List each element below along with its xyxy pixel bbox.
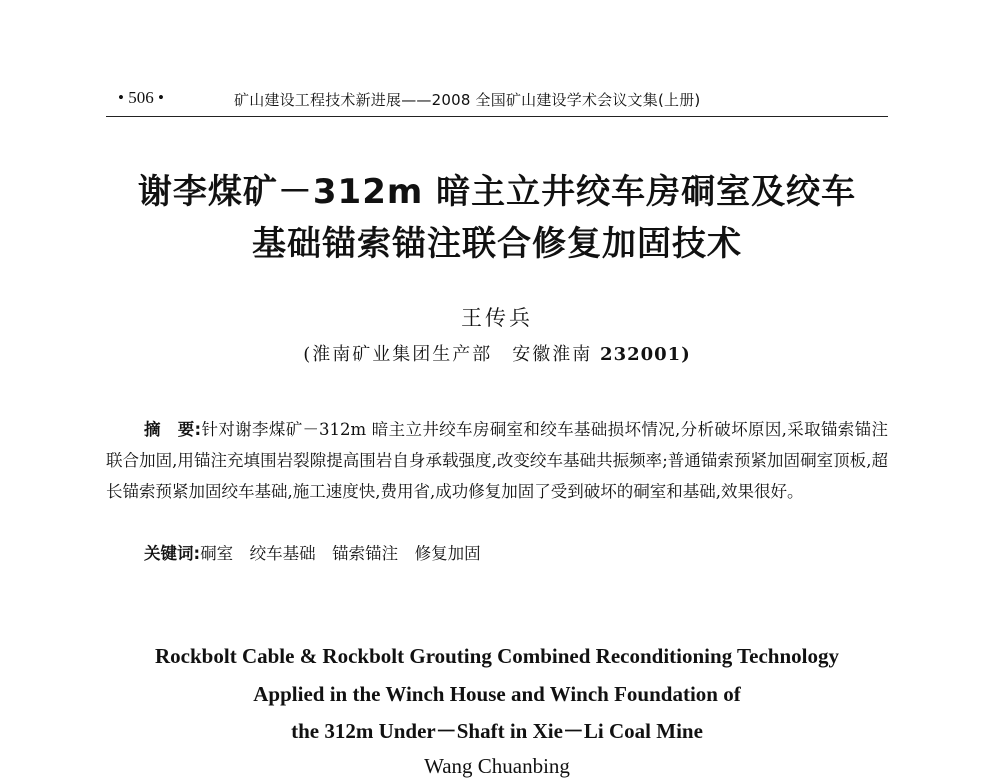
title-cn-line-2: 基础锚索锚注联合修复加固技术 xyxy=(252,224,742,264)
abstract-text: 针对谢李煤矿－312m 暗主立井绞车房硐室和绞车基础损坏情况,分析破坏原因,采取锚索锚注联合加固,用锚注充填围岩裂隙提高围岩自身承载强度,改变绞车基础共振频率;普通锚索预紧加固硐室顶板,超长锚索预紧加固绞车基础,施工速度快,费用省,成功修复加固了受到破坏的硐室和基础,效果很好。 xyxy=(106,420,888,501)
keywords-cn xyxy=(144,540,481,564)
affiliation-cn xyxy=(106,340,888,366)
running-header xyxy=(106,86,888,117)
author-cn: 王传兵 xyxy=(461,306,533,330)
author-en: Wang Chuanbing xyxy=(424,754,570,778)
abstract-cn xyxy=(106,414,888,507)
affiliation-text: (淮南矿业集团生产部 安徽淮南 xyxy=(303,344,593,365)
title-en-line-3: the 312m Under－Shaft in Xie－Li Coal Mine xyxy=(291,719,703,743)
affiliation-postcode: 232001) xyxy=(600,344,691,365)
title-en-line-1: Rockbolt Cable & Rockbolt Grouting Combined Reconditioning Technology xyxy=(155,644,839,668)
title-en-line-2: Applied in the Winch House and Winch Foundation of xyxy=(253,682,741,706)
keywords-text: 硐室 绞车基础 锚索锚注 修复加固 xyxy=(200,544,481,563)
page-number: • 506 • xyxy=(118,88,164,107)
abstract-label: 摘 要: xyxy=(144,420,202,439)
running-head-title: 矿山建设工程技术新进展——2008 全国矿山建设学术会议文集(上册) xyxy=(234,91,701,109)
title-cn-line-1: 谢李煤矿－312m 暗主立井绞车房硐室及绞车 xyxy=(137,172,857,212)
keywords-label: 关键词: xyxy=(144,544,201,563)
